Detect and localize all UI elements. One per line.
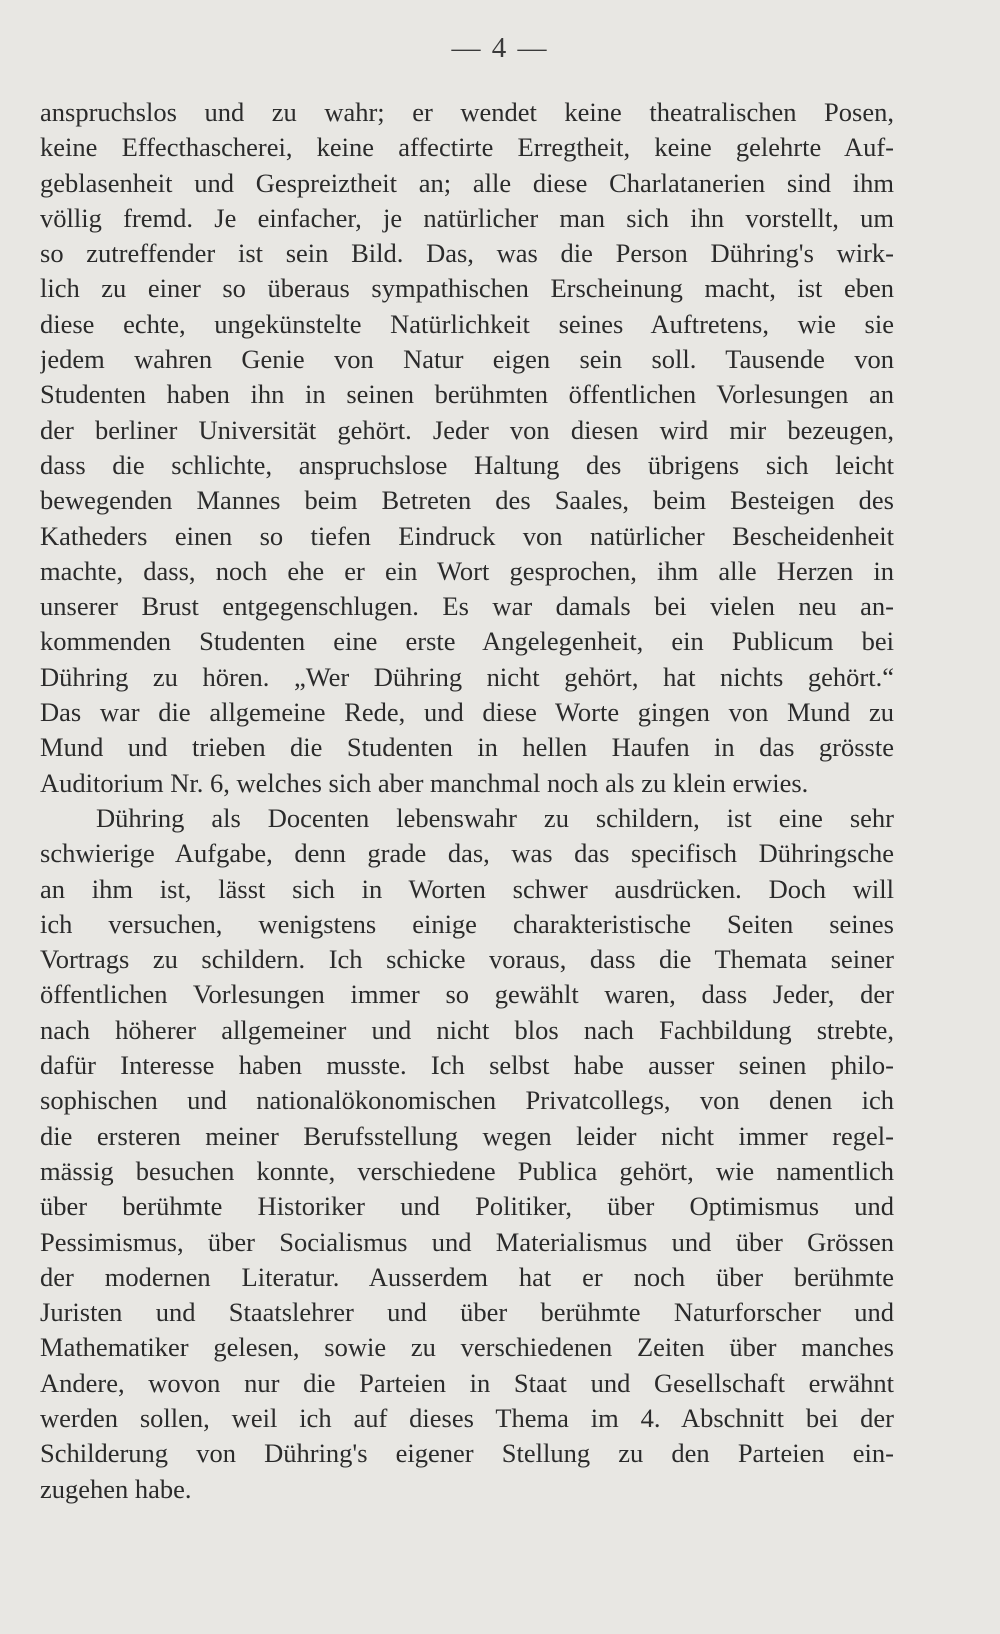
text-line: Pessimismus, über Socialismus und Materialismus und über Grössen xyxy=(40,1226,894,1257)
text-line: Auditorium Nr. 6, welches sich aber manchmal noch als zu klein erwies. xyxy=(40,767,809,798)
text-line: unserer Brust entgegenschlugen. Es war damals bei vielen neu an- xyxy=(40,591,894,622)
text-line: machte, dass, noch ehe er ein Wort gesprochen, ihm alle Herzen in xyxy=(40,555,894,586)
text-line: Juristen und Staatslehrer und über berühmte Naturforscher und xyxy=(40,1297,894,1328)
text-line: die ersteren meiner Berufsstellung wegen leider nicht immer regel- xyxy=(40,1120,894,1151)
text-line: jedem wahren Genie von Natur eigen sein soll. Tausende von xyxy=(40,344,894,375)
text-line: der berliner Universität gehört. Jeder von diesen wird mir bezeugen, xyxy=(40,414,894,445)
paragraph-start-line: Dühring als Docenten lebenswahr zu schildern, ist eine sehr xyxy=(96,802,894,833)
text-line: Mund und trieben die Studenten in hellen Haufen in das grösste xyxy=(40,732,894,763)
body-text xyxy=(40,95,894,1507)
text-line: zugehen habe. xyxy=(40,1473,192,1504)
text-line: geblasenheit und Gespreiztheit an; alle diese Charlatanerien sind ihm xyxy=(40,167,894,198)
text-line: nach höherer allgemeiner und nicht blos nach Fachbildung strebte, xyxy=(40,1014,894,1045)
text-line: an ihm ist, lässt sich in Worten schwer ausdrücken. Doch will xyxy=(40,873,894,904)
text-line: Andere, wovon nur die Parteien in Staat und Gesellschaft erwähnt xyxy=(40,1367,894,1398)
text-line: über berühmte Historiker und Politiker, über Optimismus und xyxy=(40,1191,894,1222)
text-line: dass die schlichte, anspruchslose Haltung des übrigens sich leicht xyxy=(40,449,894,480)
text-line: völlig fremd. Je einfacher, je natürlicher man sich ihn vorstellt, um xyxy=(40,202,894,233)
text-line: mässig besuchen konnte, verschiedene Publica gehört, wie namentlich xyxy=(40,1155,894,1186)
text-line: so zutreffender ist sein Bild. Das, was die Person Dühring's wirk- xyxy=(40,238,894,269)
text-line: lich zu einer so überaus sympathischen Erscheinung macht, ist eben xyxy=(40,273,894,304)
text-line: Dühring zu hören. „Wer Dühring nicht gehört, hat nichts gehört.“ xyxy=(40,661,894,692)
text-line: keine Effecthascherei, keine affectirte Erregtheit, keine gelehrte Auf- xyxy=(40,132,894,163)
text-line: Schilderung von Dühring's eigener Stellung zu den Parteien ein- xyxy=(40,1438,894,1469)
text-line: Mathematiker gelesen, sowie zu verschiedenen Zeiten über manches xyxy=(40,1332,894,1363)
text-line: kommenden Studenten eine erste Angelegenheit, ein Publicum bei xyxy=(40,626,894,657)
text-line: sophischen und nationalökonomischen Privatcollegs, von denen ich xyxy=(40,1085,894,1116)
text-line: werden sollen, weil ich auf dieses Thema im 4. Abschnitt bei der xyxy=(40,1402,894,1433)
text-line: diese echte, ungekünstelte Natürlichkeit seines Auftretens, wie sie xyxy=(40,308,894,339)
text-line: Katheders einen so tiefen Eindruck von natürlicher Bescheidenheit xyxy=(40,520,894,551)
text-line: öffentlichen Vorlesungen immer so gewählt waren, dass Jeder, der xyxy=(40,979,894,1010)
text-line: schwierige Aufgabe, denn grade das, was das specifisch Dühringsche xyxy=(40,838,894,869)
text-line: anspruchslos und zu wahr; er wendet keine theatralischen Posen, xyxy=(40,97,894,127)
text-line: Studenten haben ihn in seinen berühmten öffentlichen Vorlesungen an xyxy=(40,379,894,410)
text-line: der modernen Literatur. Ausserdem hat er noch über berühmte xyxy=(40,1261,894,1292)
text-line: bewegenden Mannes beim Betreten des Saales, beim Besteigen des xyxy=(40,485,894,516)
text-line: Vortrags zu schildern. Ich schicke voraus, dass die Themata seiner xyxy=(40,944,894,975)
text-line: dafür Interesse haben musste. Ich selbst habe ausser seinen philo- xyxy=(40,1050,894,1081)
page-number: — 4 — xyxy=(451,32,549,64)
text-line: ich versuchen, wenigstens einige charakteristische Seiten seines xyxy=(40,908,894,939)
text-line: Das war die allgemeine Rede, und diese Worte gingen von Mund zu xyxy=(40,697,894,728)
